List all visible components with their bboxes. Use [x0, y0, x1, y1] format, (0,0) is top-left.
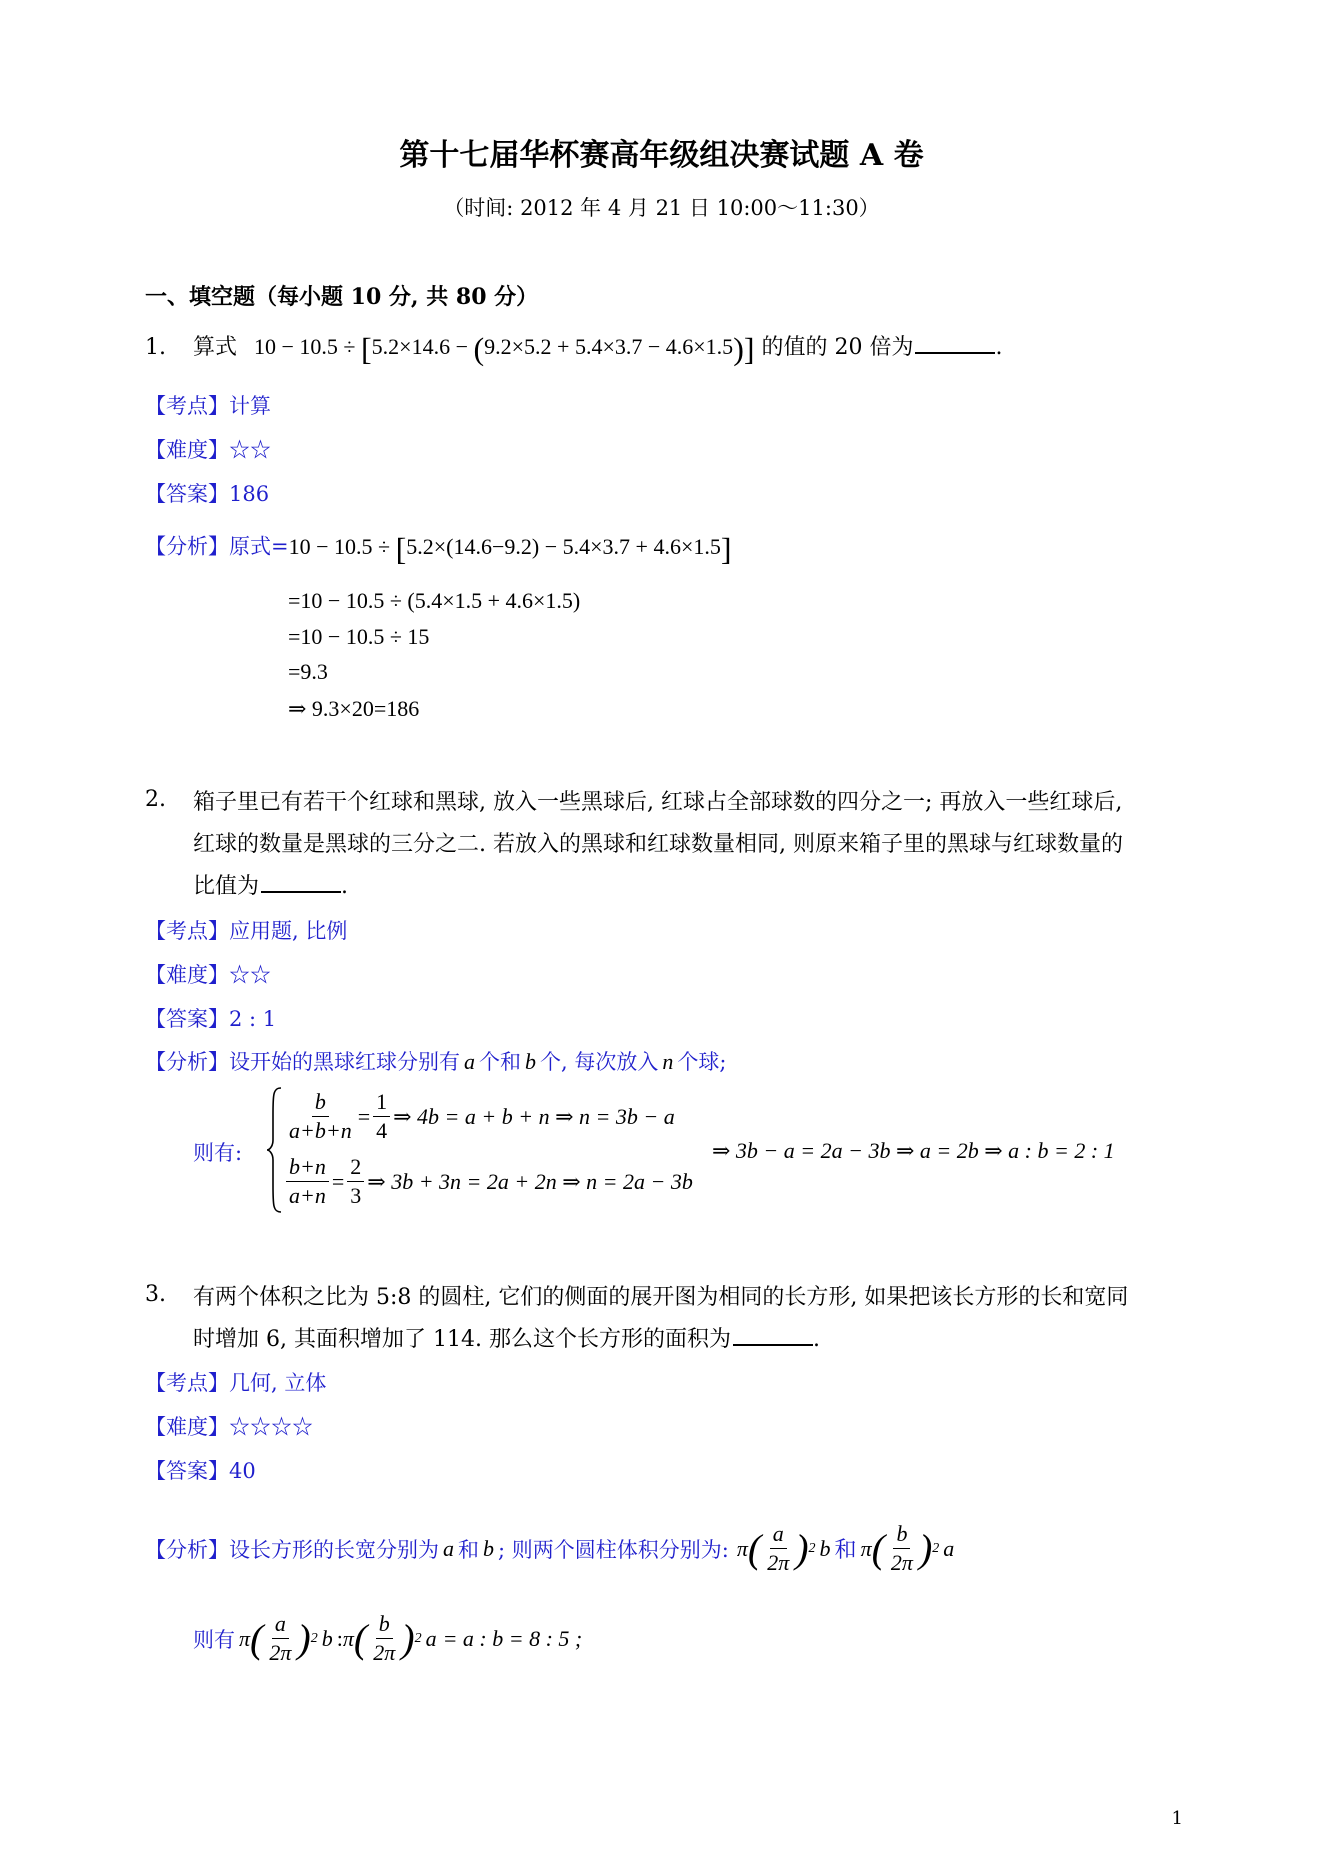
text: 和: [458, 1537, 479, 1562]
answer-blank: [915, 332, 995, 354]
label: 【分析】: [145, 1050, 229, 1074]
variable: n: [662, 1049, 674, 1074]
exponent: 2: [932, 1540, 940, 1556]
text: ; 则两个圆柱体积分别为:: [498, 1537, 729, 1562]
analysis-intro: 原式=: [229, 534, 289, 559]
fraction: [347, 1153, 364, 1210]
text: 设长方形的长宽分别为: [229, 1537, 439, 1562]
pi-symbol: π: [239, 1625, 251, 1651]
variable: b: [483, 1535, 494, 1561]
equation-rest: ⇒ 4b = a + b + n ⇒ n = 3b − a: [393, 1103, 675, 1129]
exponent: 2: [414, 1630, 422, 1646]
expr-part: 5.2×14.6 −: [371, 334, 474, 359]
and-word: 和: [834, 1537, 857, 1562]
volume-expression: [737, 1520, 954, 1577]
answer-blank: [261, 871, 341, 893]
pi-symbol: π: [736, 1535, 748, 1561]
denominator: 3: [350, 1183, 362, 1208]
question-1-text: [193, 330, 1002, 367]
paren-open-icon: (: [353, 1616, 368, 1661]
q3-difficulty: [145, 1411, 313, 1441]
denominator: a+b+n: [289, 1118, 352, 1143]
label: 【考点】: [145, 1371, 229, 1395]
bracket-close-icon: ]: [720, 530, 732, 566]
paren-close-icon: ): [297, 1616, 311, 1661]
variable: b: [525, 1049, 536, 1074]
label: 【分析】: [145, 534, 229, 559]
q3-analysis: [145, 1520, 954, 1577]
variable: a: [943, 1535, 955, 1561]
variable: a: [464, 1049, 475, 1074]
q1-difficulty: [145, 434, 271, 464]
numerator: b: [376, 1610, 393, 1639]
variable: b: [819, 1535, 831, 1561]
q2-analysis: [145, 1046, 726, 1076]
q2-kaodian: [145, 915, 347, 945]
paren-open-icon: (: [871, 1526, 885, 1571]
label: 【考点】: [145, 394, 229, 418]
text: 个, 每次放入: [540, 1050, 659, 1074]
fraction: [266, 1610, 294, 1667]
q3-ratio-line: [193, 1610, 582, 1667]
q1-analysis: [145, 530, 732, 567]
denominator: 2π: [890, 1550, 913, 1575]
value: 几何, 立体: [229, 1371, 327, 1395]
period: .: [995, 335, 1003, 360]
denominator: 2π: [373, 1640, 396, 1665]
numerator: b+n: [286, 1153, 329, 1182]
bracket-close-icon: ]: [743, 330, 755, 367]
q2-then-label: 则有:: [193, 1141, 243, 1165]
page-title: 第十七届华杯赛高年级组决赛试题 A 卷: [399, 138, 924, 173]
fraction: [286, 1088, 355, 1145]
expr-part: 10 − 10.5 ÷: [254, 334, 361, 359]
paren-close-icon: ): [401, 1616, 415, 1661]
question-suffix: 的值的 20 倍为: [761, 335, 914, 360]
label: 【答案】: [145, 1459, 229, 1483]
text: 设开始的黑球红球分别有: [229, 1050, 460, 1074]
denominator: 2π: [767, 1550, 790, 1575]
line-text: 时增加 6, 其面积增加了 114. 那么这个长方形的面积为: [193, 1327, 731, 1352]
bracket-open-icon: [: [395, 530, 407, 566]
exponent: 2: [310, 1630, 318, 1646]
variable: b: [321, 1625, 333, 1651]
question-2-line3: [193, 869, 348, 900]
fraction: [888, 1520, 916, 1577]
numerator: 1: [373, 1088, 390, 1117]
step-1: =10 − 10.5 ÷ (5.4×1.5 + 4.6×1.5): [288, 588, 581, 613]
line-text: 比值为: [193, 874, 260, 899]
label: 【考点】: [145, 919, 229, 943]
equation-2: [283, 1153, 693, 1210]
numerator: b: [893, 1520, 910, 1549]
period: .: [341, 874, 349, 899]
paren-open-icon: (: [747, 1526, 762, 1571]
label: 【难度】: [145, 963, 229, 987]
ratio-result: = a : b = 8 : 5 ;: [442, 1625, 583, 1651]
q2-difficulty: [145, 959, 271, 989]
numerator: a: [272, 1610, 289, 1639]
question-3-line2: [193, 1322, 820, 1353]
question-number: 1.: [145, 335, 166, 360]
answer-value: 2 : 1: [229, 1007, 277, 1031]
bracket-open-icon: [: [361, 330, 372, 367]
q1-kaodian: [145, 390, 271, 420]
label: 【答案】: [145, 1007, 229, 1031]
expr-part: 5.2×(14.6−9.2) − 5.4×3.7 + 4.6×1.5: [406, 533, 721, 559]
label: 【答案】: [145, 482, 229, 506]
paren-open-icon: (: [250, 1616, 264, 1661]
question-3-number: 3.: [145, 1282, 166, 1307]
equation-1: [283, 1088, 675, 1145]
label: 【难度】: [145, 1415, 229, 1439]
equals-sign: =: [331, 1168, 345, 1194]
page-number: 1: [1171, 1808, 1183, 1829]
numerator: b: [312, 1088, 329, 1117]
paren-close-icon: ): [918, 1526, 933, 1571]
equals-sign: =: [357, 1103, 371, 1129]
denominator: a+n: [289, 1183, 326, 1208]
value: 应用题, 比例: [229, 919, 348, 943]
q3-answer: [145, 1455, 256, 1485]
ratio-expression: [239, 1610, 582, 1667]
question-2-number: 2.: [145, 787, 166, 812]
answer-blank: [733, 1324, 813, 1346]
q3-kaodian: [145, 1367, 326, 1397]
equation-rest: ⇒ 3b + 3n = 2a + 2n ⇒ n = 2a − 3b: [367, 1168, 693, 1194]
difficulty-stars: ☆☆☆☆: [229, 1415, 313, 1439]
answer-value: 186: [229, 482, 270, 506]
fraction: [764, 1520, 792, 1577]
question-2-line1: 箱子里已有若干个红球和黑球, 放入一些黑球后, 红球占全部球数的四分之一; 再放入一些红球后,: [193, 790, 1123, 815]
q1-answer: [145, 478, 269, 508]
label: 【难度】: [145, 438, 229, 462]
pi-symbol: π: [342, 1625, 354, 1651]
text: 个和: [479, 1050, 521, 1074]
conclusion: ⇒ 3b − a = 2a − 3b ⇒ a = 2b ⇒ a : b = 2 : 1: [712, 1138, 1115, 1163]
step-4: ⇒ 9.3×20=186: [288, 696, 420, 721]
numerator: 2: [347, 1153, 364, 1182]
then-label: 则有: [193, 1627, 235, 1652]
q2-answer: [145, 1003, 276, 1033]
expression: [254, 330, 755, 367]
step-3: =9.3: [288, 659, 328, 684]
period: .: [812, 1327, 820, 1352]
expr-part: 10 − 10.5 ÷: [288, 533, 396, 559]
step-2: =10 − 10.5 ÷ 15: [288, 624, 430, 649]
text: 个球;: [677, 1050, 727, 1074]
expr-part: 9.2×5.2 + 5.4×3.7 − 4.6×1.5: [484, 334, 734, 359]
pi-symbol: π: [860, 1535, 872, 1561]
fraction: [373, 1088, 390, 1145]
variable: a: [425, 1625, 437, 1651]
exponent: 2: [808, 1540, 816, 1556]
system-brace-icon: [265, 1085, 285, 1215]
difficulty-stars: ☆☆: [229, 963, 271, 987]
denominator: 2π: [269, 1640, 292, 1665]
section-heading: 一、填空题（每小题 10 分, 共 80 分）: [145, 284, 539, 310]
paren-close-icon: ): [795, 1526, 809, 1571]
variable: a: [443, 1535, 454, 1561]
value: 计算: [229, 394, 271, 418]
denominator: 4: [376, 1118, 388, 1143]
question-prefix: 算式: [193, 335, 238, 360]
label: 【分析】: [145, 1537, 229, 1562]
paren-open-icon: (: [473, 330, 485, 367]
difficulty-stars: ☆☆: [229, 438, 271, 462]
exam-time: （时间: 2012 年 4 月 21 日 10:00～11:30）: [443, 196, 880, 220]
paren-close-icon: ): [733, 330, 744, 367]
question-1: [145, 335, 166, 360]
numerator: a: [770, 1520, 787, 1549]
question-3-line1: 有两个体积之比为 5:8 的圆柱, 它们的侧面的展开图为相同的长方形, 如果把该长方形的长和宽同: [193, 1285, 1129, 1310]
answer-value: 40: [229, 1459, 256, 1483]
colon: :: [336, 1625, 343, 1651]
fraction: [370, 1610, 398, 1667]
question-2-line2: 红球的数量是黑球的三分之二. 若放入的黑球和红球数量相同, 则原来箱子里的黑球与红球数量的: [193, 832, 1123, 857]
analysis-expr: [288, 530, 732, 566]
fraction: [286, 1153, 329, 1210]
